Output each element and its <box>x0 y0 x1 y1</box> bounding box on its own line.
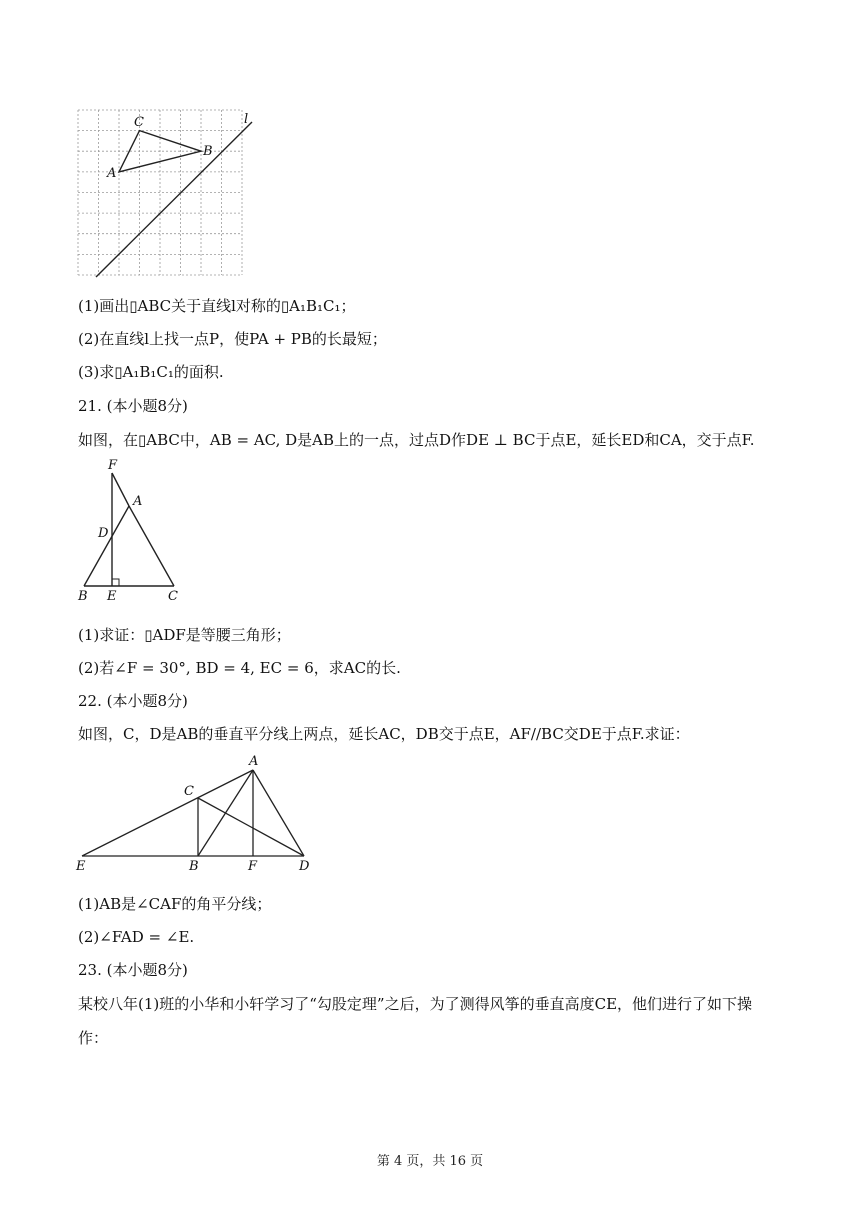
segment-ad <box>253 770 304 856</box>
segment-ca <box>129 506 174 586</box>
label-E: E <box>76 859 86 874</box>
q21-part-1: (1)求证：▯ADF是等腰三角形； <box>78 626 291 644</box>
q23-header: 23. (本小题8分) <box>78 961 188 979</box>
page-footer: 第 4 页，共 16 页 <box>376 1154 484 1169</box>
label-l: l <box>244 112 249 127</box>
label-E: E <box>107 589 117 604</box>
q22-part-2: (2)∠FAD = ∠E. <box>78 928 195 946</box>
q21-triangle-figure <box>70 455 200 605</box>
label-B: B <box>189 859 199 874</box>
q20-part-3: (3)求▯A₁B₁C₁的面积. <box>78 363 224 381</box>
line-l <box>96 122 252 277</box>
label-C: C <box>168 589 178 604</box>
segment-ea <box>82 770 253 856</box>
q22-stem: 如图，C，D是AB的垂直平分线上两点，延长AC，DB交于点E，AF//BC交DE于点F.求证： <box>78 725 690 743</box>
grid-lines <box>78 110 242 275</box>
label-D: D <box>98 526 109 541</box>
label-D: D <box>299 859 310 874</box>
label-C: C <box>184 784 194 799</box>
q22-part-1: (1)AB是∠CAF的角平分线； <box>78 895 272 913</box>
q23-stem: 某校八年(1)班的小华和小轩学习了“勾股定理”之后，为了测得风筝的垂直高度CE，他们进行了如下操作： <box>78 995 753 1047</box>
label-A: A <box>107 166 117 181</box>
q22-figure <box>70 748 320 876</box>
label-B: B <box>203 144 213 159</box>
q21-header: 21. (本小题8分) <box>78 397 188 415</box>
q20-part-2: (2)在直线l上找一点P，使PA + PB的长最短； <box>78 330 387 348</box>
q21-part-2: (2)若∠F = 30°, BD = 4, EC = 6，求AC的长. <box>78 659 401 677</box>
right-angle-mark <box>112 579 119 586</box>
label-F: F <box>248 859 258 874</box>
label-F: F <box>108 458 118 473</box>
label-C: C <box>134 115 144 130</box>
label-B: B <box>78 589 88 604</box>
label-A: A <box>249 754 259 769</box>
q20-grid-figure <box>70 100 270 285</box>
q21-stem: 如图，在▯ABC中，AB = AC, D是AB上的一点，过点D作DE ⊥ BC于点E，延长ED和CA，交于点F. <box>78 431 755 449</box>
label-A: A <box>133 494 143 509</box>
segment-fa <box>112 473 129 506</box>
segment-ba <box>84 506 129 586</box>
q20-part-1: (1)画出▯ABC关于直线l对称的▯A₁B₁C₁； <box>78 297 356 315</box>
segment-cd <box>198 798 304 856</box>
q22-header: 22. (本小题8分) <box>78 692 188 710</box>
